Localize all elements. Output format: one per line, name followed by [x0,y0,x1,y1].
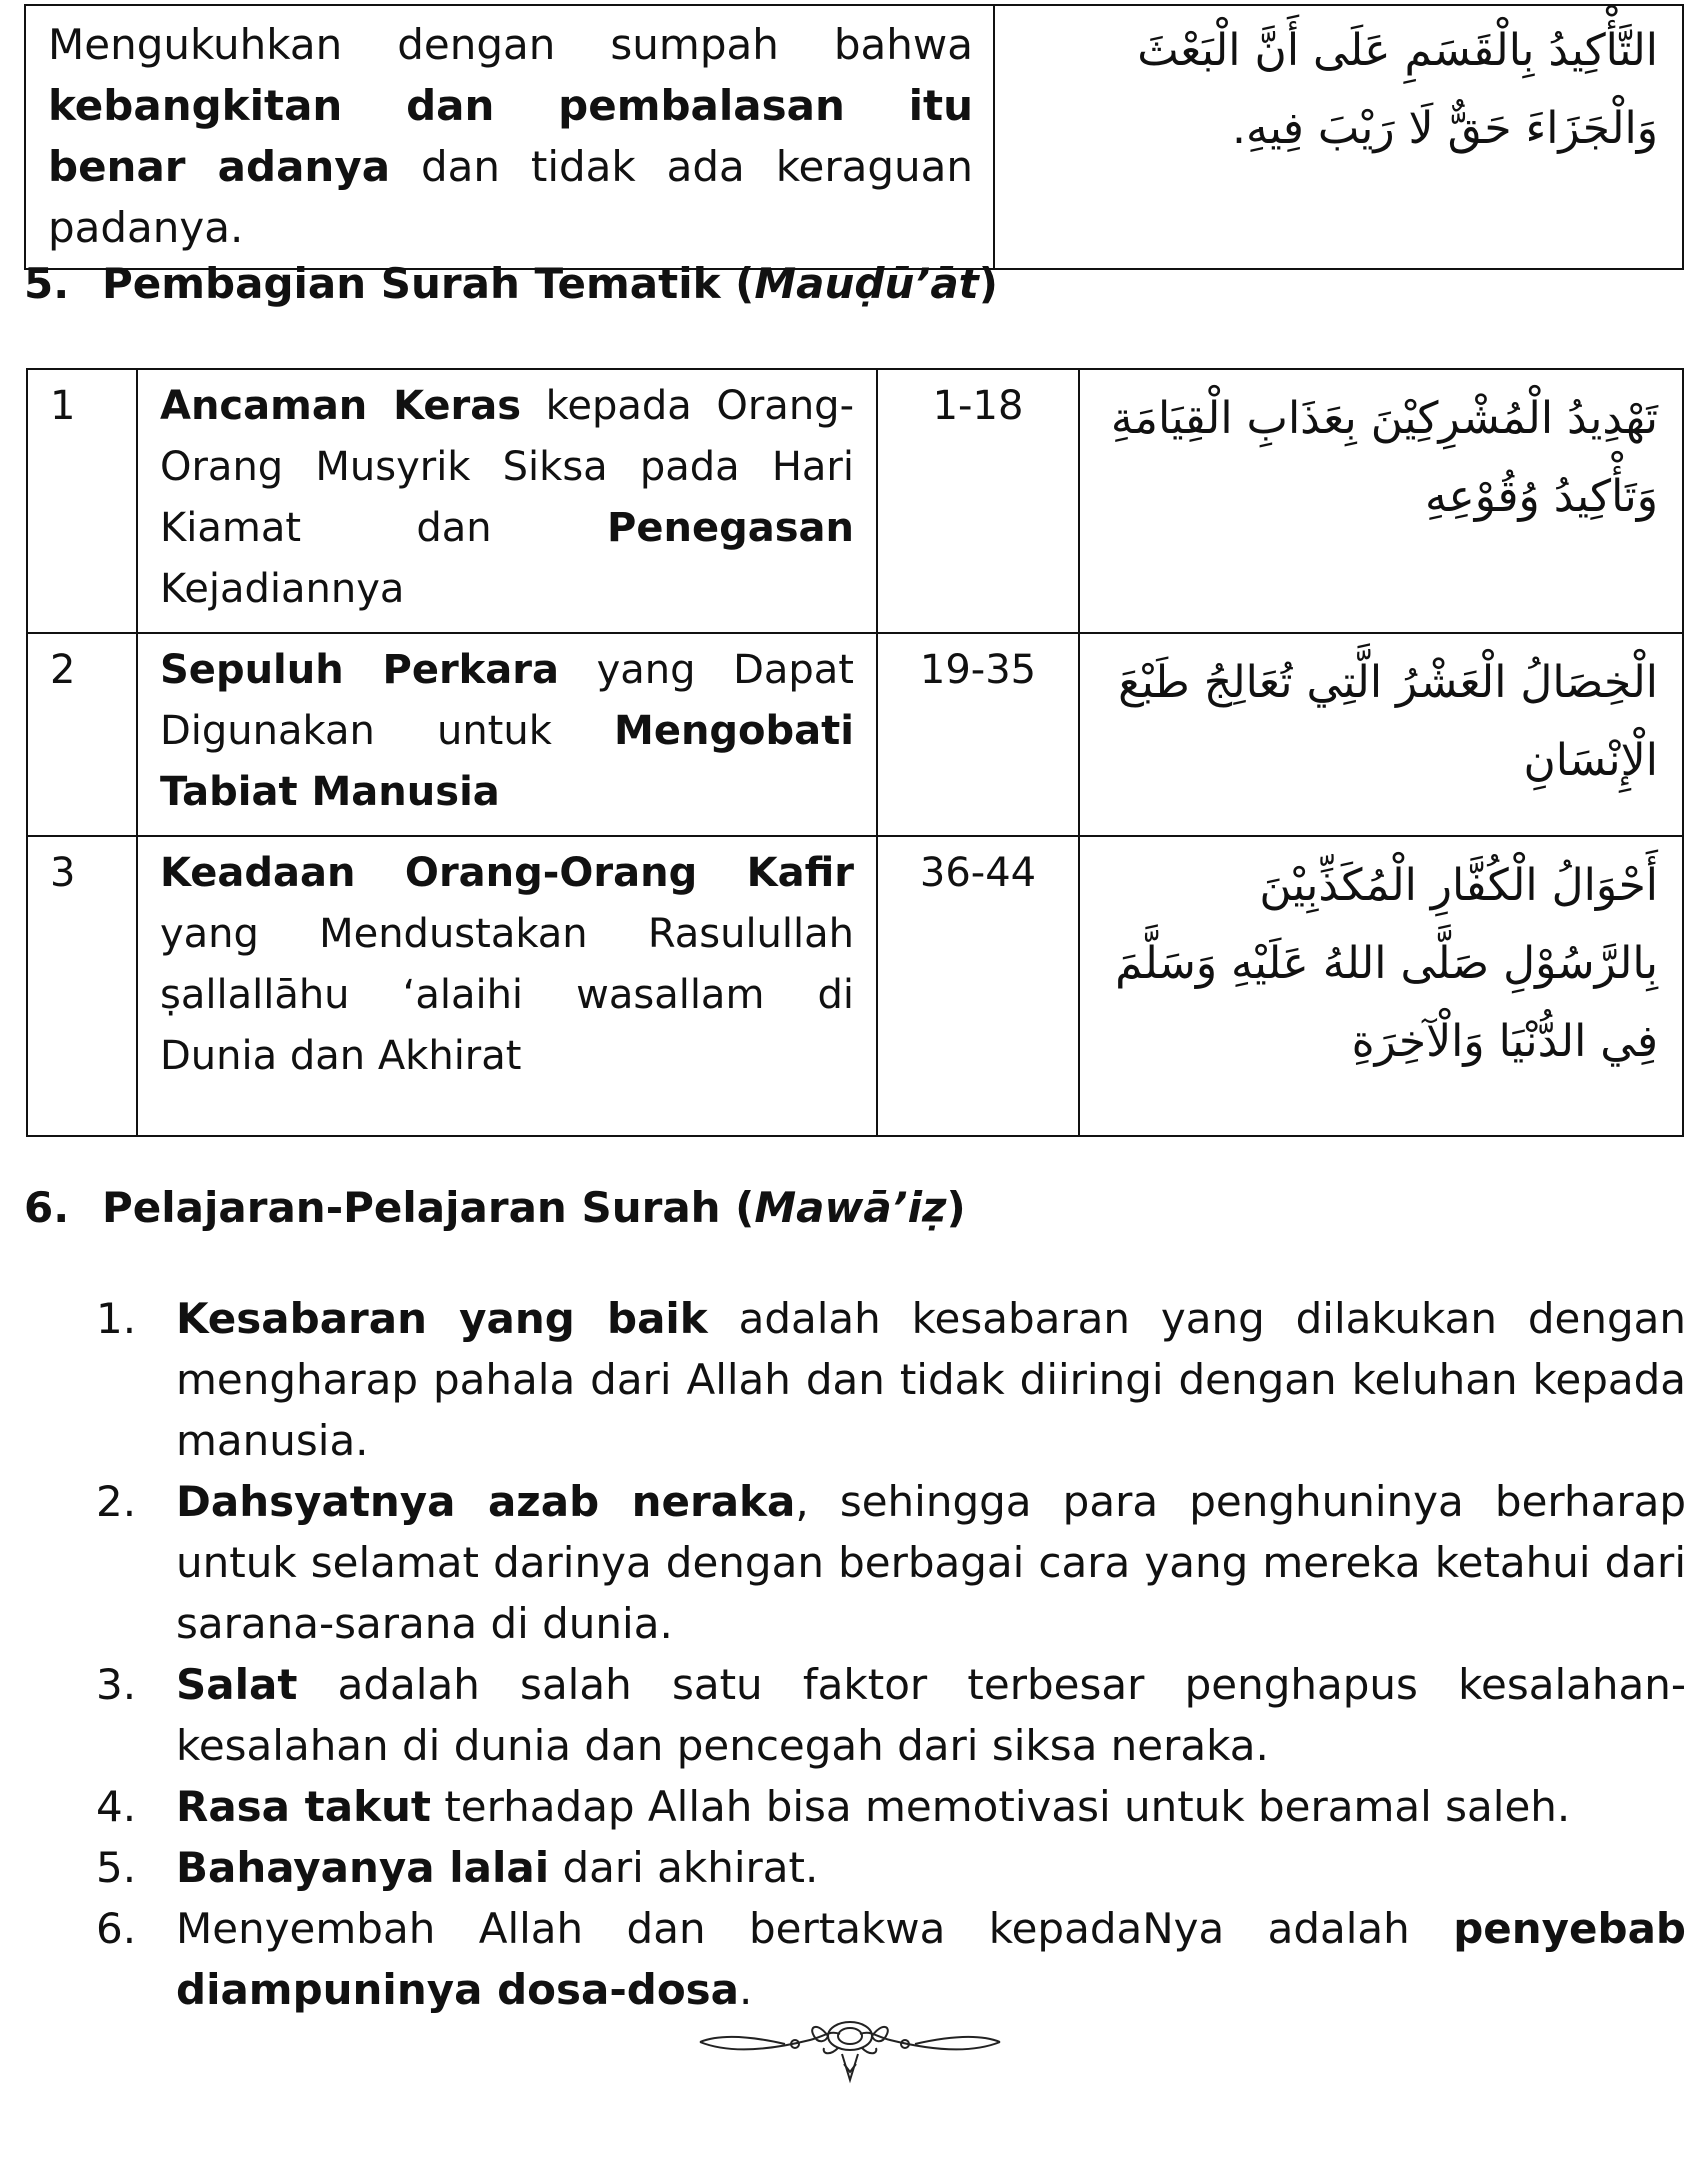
list-index: 5. [96,1843,137,1892]
section-title: Pelajaran-Pelajaran Surah ( [102,1183,755,1232]
theme-arabic: أَحْوَالُ الْكُفَّارِ الْمُكَذِّبِيْنَ بِالرَّسُوْلِ صَلَّى اللهُ عَلَيْهِ وَسَلَّمَ فِي الدُّنْيَا وَالْآخِرَةِ [1079,836,1683,1136]
theme-arabic: تَهْدِيدُ الْمُشْرِكِيْنَ بِعَذَابِ الْقِيَامَةِ وَتَأْكِيدُ وُقُوْعِهِ [1079,369,1683,633]
lesson-text: Menyembah Allah dan bertakwa kepadaNya adalah [176,1904,1454,1953]
list-item [96,1776,1686,1837]
theme-number: 1 [27,369,137,633]
theme-text: Kejadiannya [160,566,405,612]
theme-number: 2 [27,633,137,836]
theme-number: 3 [27,836,137,1136]
lesson-bold: Dahsyatnya azab neraka [176,1477,796,1526]
section-title-end: ) [978,259,998,308]
theme-bold: Sepuluh Perkara [160,647,559,693]
lesson-bold: Rasa takut [176,1782,431,1831]
table-row [25,5,1683,269]
lesson-text: dari akhirat. [549,1843,819,1892]
theme-bold: Keadaan Orang-Orang Kafir [160,850,854,896]
lesson-bold: Salat [176,1660,298,1709]
table-row [27,633,1683,836]
theme-bold: Mengobati Tabiat Manusia [160,708,854,815]
section-number: 5. [24,259,70,308]
table-row [27,369,1683,633]
lesson-bold: Kesabaran yang baik [176,1294,708,1343]
lesson-text: , sehingga para penghuninya berharap untuk selamat darinya dengan berbagai cara yang mereka ketahui dari sarana-sarana di dunia. [176,1477,1686,1648]
theme-text: yang Mendustakan Rasulullah ṣallallāhu ‘alaihi wasallam di Dunia dan Akhirat [160,911,854,1079]
section-number: 6. [24,1183,70,1232]
section-5-heading [24,256,998,312]
list-index: 1. [96,1294,137,1343]
thematic-table [26,368,1684,1137]
lessons-list [96,1288,1686,2020]
theme-text: kepada Orang-Orang Musyrik Siksa pada Hari Kiamat dan [160,383,854,551]
table-row [27,836,1683,1136]
theme-description [137,836,877,1136]
ornament-divider-icon [690,2010,1010,2100]
summary-text: Mengukuhkan dengan sumpah bahwa [48,20,973,69]
list-index: 6. [96,1904,137,1953]
theme-verses: 36-44 [877,836,1079,1136]
list-index: 2. [96,1477,137,1526]
theme-verses: 1-18 [877,369,1079,633]
lesson-text: . [739,1965,753,2014]
theme-text: yang Dapat Digunakan untuk [160,647,854,754]
section-title-italic: Mawā’iẓ [754,1183,947,1232]
section-6-heading [24,1180,966,1236]
theme-verses: 19-35 [877,633,1079,836]
lesson-text: adalah kesabaran yang dilakukan dengan mengharap pahala dari Allah dan tidak diiringi dengan keluhan kepada manusia. [176,1294,1686,1465]
lesson-text: terhadap Allah bisa memotivasi untuk beramal saleh. [430,1782,1571,1831]
theme-description [137,369,877,633]
list-item [96,1898,1686,2020]
list-index: 3. [96,1660,137,1709]
section-title: Pembagian Surah Tematik ( [102,259,755,308]
list-item [96,1654,1686,1776]
summary-arabic-cell: التَّأْكِيدُ بِالْقَسَمِ عَلَى أَنَّ الْبَعْثَ وَالْجَزَاءَ حَقٌّ لَا رَيْبَ فِيهِ. [994,5,1683,269]
lesson-text: adalah salah satu faktor terbesar penghapus kesalahan-kesalahan di dunia dan pencegah dari siksa neraka. [176,1660,1686,1770]
summary-text: dan tidak ada keraguan padanya. [48,142,973,252]
theme-arabic: الْخِصَالُ الْعَشْرُ الَّتِي تُعَالِجُ طَبْعَ الْإِنْسَانِ [1079,633,1683,836]
list-index: 4. [96,1782,137,1831]
list-item [96,1288,1686,1471]
summary-table [24,4,1684,270]
list-item [96,1471,1686,1654]
summary-bold-text: kebangkitan dan pembalasan itu benar adanya [48,81,973,191]
theme-bold: Penegasan [607,505,854,551]
section-title-end: ) [946,1183,966,1232]
summary-indonesian-cell [25,5,994,269]
lesson-bold: Bahayanya lalai [176,1843,550,1892]
list-item [96,1837,1686,1898]
section-title-italic: Mauḍū’āt [754,259,979,308]
theme-description [137,633,877,836]
theme-bold: Ancaman Keras [160,383,522,429]
lesson-bold: penyebab diampuninya dosa-dosa [176,1904,1686,2014]
